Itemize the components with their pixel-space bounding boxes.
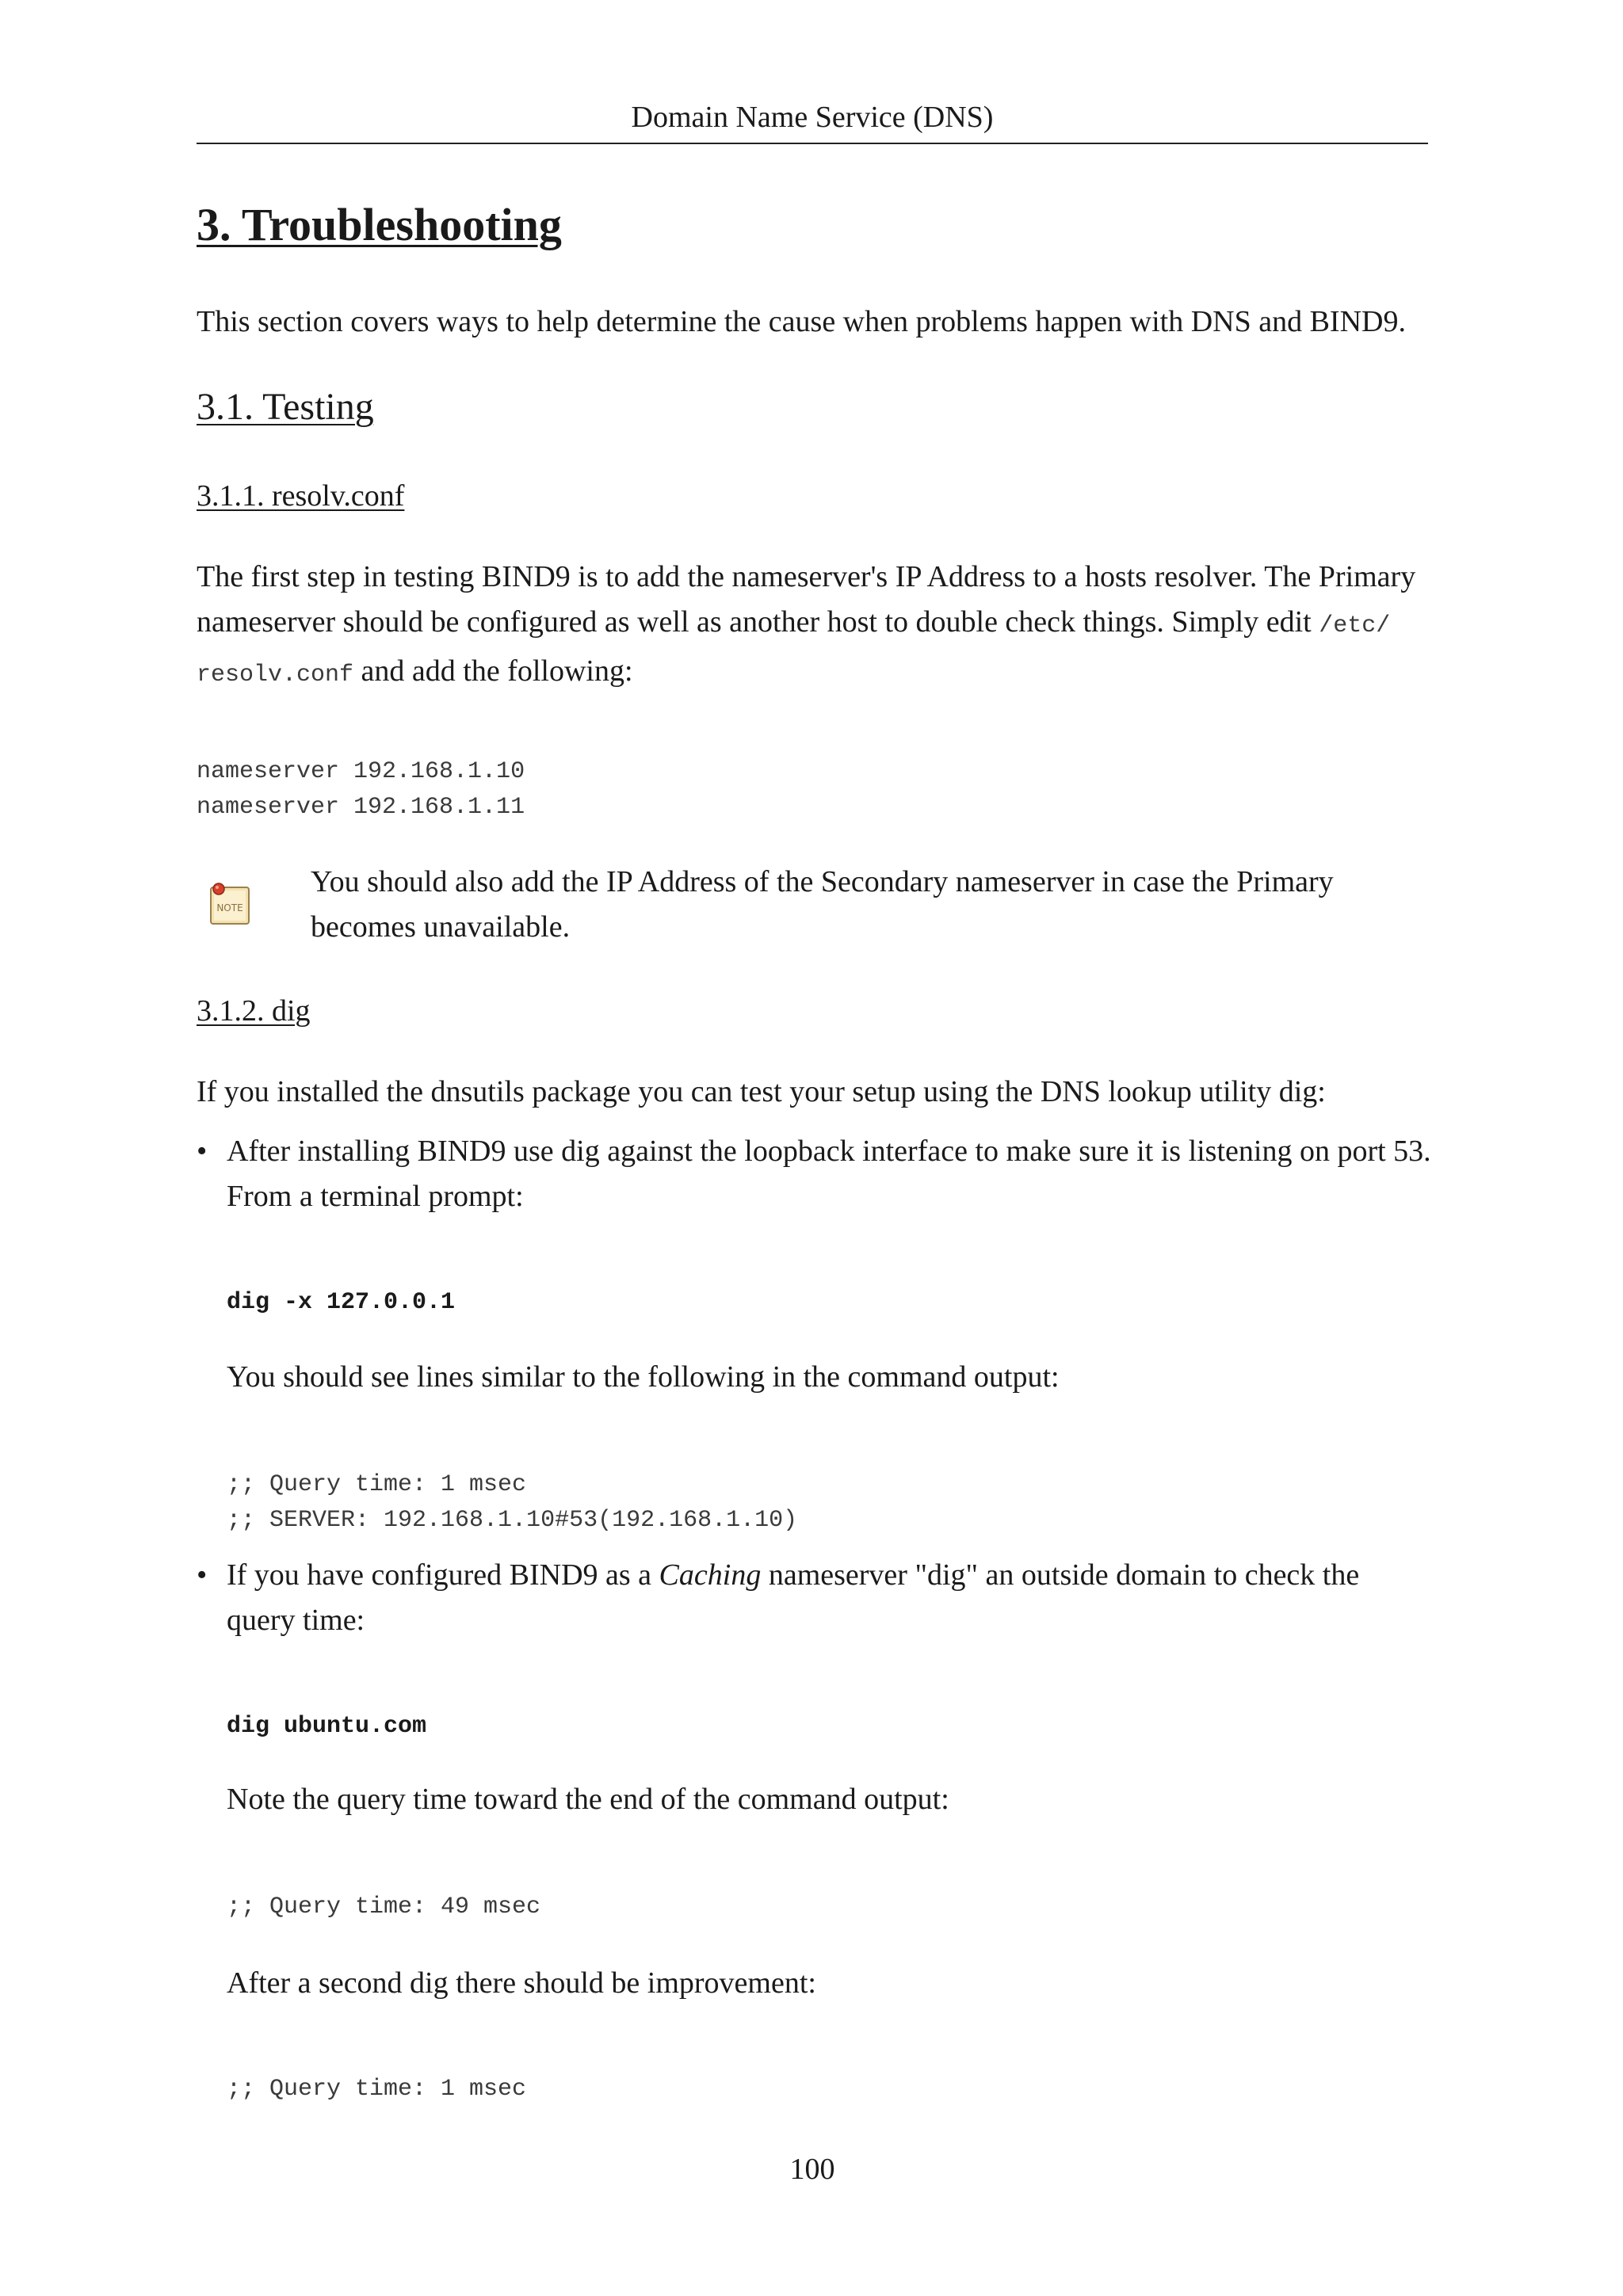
resolv-code-block (197, 754, 1433, 826)
intro-paragraph: This section covers ways to help determine the cause when problems happen with DNS and BIND9. (197, 305, 1406, 338)
bullet-2-line-2: query time: (227, 1604, 365, 1637)
running-header: Domain Name Service (DNS) (631, 101, 994, 134)
code-line: nameserver 192.168.1.11 (197, 794, 525, 821)
resolv-paragraph-line-2 (197, 600, 1433, 649)
code-line: nameserver 192.168.1.10 (197, 758, 525, 785)
subsection-title-dig: 3.1.2. dig (197, 994, 311, 1028)
bullet-2-line-1-pre: If you have configured BIND9 as a (227, 1558, 659, 1592)
command-dig-ubuntu: dig ubuntu.com (227, 1713, 427, 1740)
chapter-title: 3. Troubleshooting (197, 199, 562, 250)
output-line: ;; SERVER: 192.168.1.10#53(192.168.1.10) (227, 1507, 798, 1534)
bullet-marker: • (197, 1558, 208, 1592)
bullet-1-line-1: After installing BIND9 use dig against the loopback interface to make sure it is listening on port 53. (227, 1135, 1431, 1168)
note-icon (204, 879, 255, 930)
caching-emphasis: Caching (659, 1558, 762, 1592)
output-line: ;; Query time: 1 msec (227, 1471, 527, 1498)
subsection-title-resolv-conf: 3.1.1. resolv.conf (197, 479, 405, 513)
path-resolv-conf: resolv.conf (197, 662, 354, 688)
resolv-paragraph (197, 555, 1433, 698)
bullet-2-line-1-post: nameserver "dig" an outside domain to check the (761, 1558, 1360, 1592)
path-etc: /etc/ (1319, 612, 1391, 639)
header-divider (197, 143, 1428, 144)
bullet-2-note-2: After a second dig there should be improvement: (227, 1966, 816, 2000)
bullet-1-output (227, 1467, 1439, 1539)
note-text (311, 860, 1436, 950)
note-line-1: You should also add the IP Address of the Secondary nameserver in case the Primary (311, 865, 1334, 898)
output-line: ;; Query time: 1 msec (227, 2076, 527, 2103)
bullet-1-text (227, 1129, 1439, 1219)
bullet-2-text (227, 1553, 1439, 1643)
resolv-paragraph-line-3-text: and add the following: (353, 654, 633, 688)
svg-text:NOTE: NOTE (216, 902, 243, 913)
section-title-testing: 3.1. Testing (197, 386, 374, 428)
resolv-paragraph-line-1: The first step in testing BIND9 is to add the nameserver's IP Address to a hosts resolver. The Primary (197, 560, 1416, 593)
note-line-2: becomes unavailable. (311, 910, 571, 944)
dig-intro: If you installed the dnsutils package you can test your setup using the DNS lookup utility dig: (197, 1075, 1326, 1108)
page-number: 100 (789, 2153, 835, 2186)
command-dig-loopback: dig -x 127.0.0.1 (227, 1289, 456, 1316)
bullet-1-line-2: From a terminal prompt: (227, 1180, 524, 1213)
resolv-paragraph-line-2-text: nameserver should be configured as well as another host to double check things. Simply edit (197, 605, 1319, 639)
output-line: ;; Query time: 49 msec (227, 1894, 541, 1920)
bullet-2-line-1 (227, 1553, 1439, 1598)
bullet-1-followup: You should see lines similar to the following in the command output: (227, 1360, 1060, 1394)
bullet-2-note-1: Note the query time toward the end of the command output: (227, 1783, 949, 1816)
resolv-paragraph-line-3 (197, 649, 1433, 698)
bullet-marker: • (197, 1135, 208, 1168)
